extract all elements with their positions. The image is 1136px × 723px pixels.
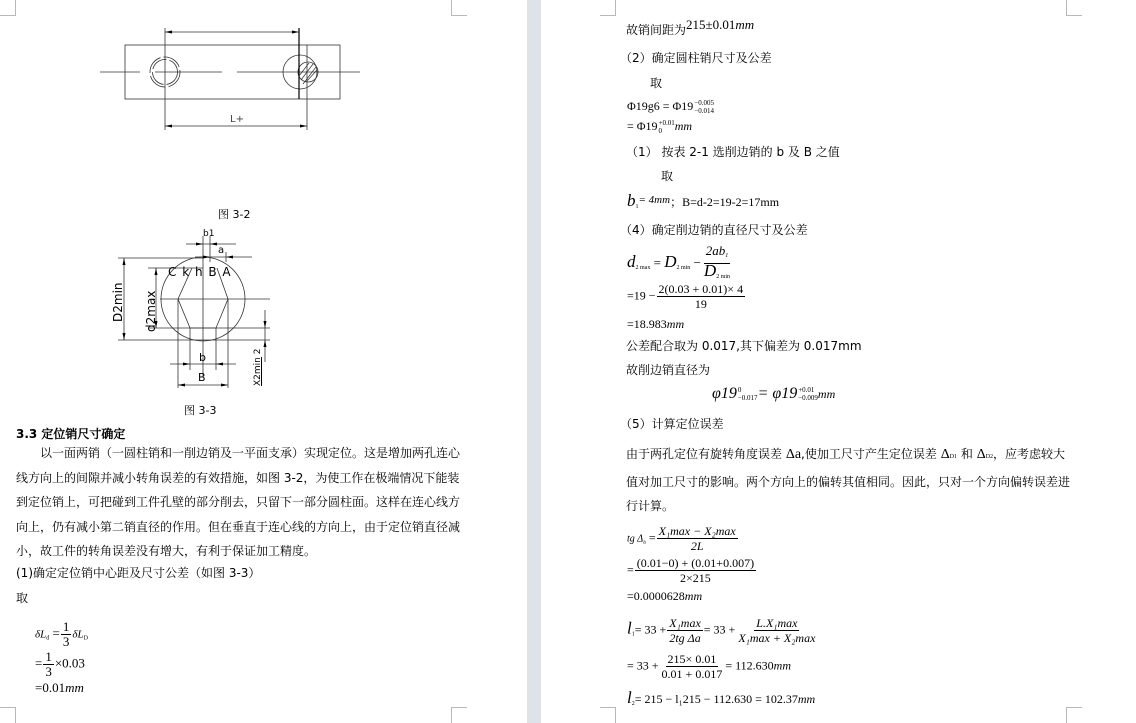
page-corner-mark [600, 0, 616, 16]
eq-sub: −0.014 [694, 107, 715, 116]
eq-lhs: l [627, 618, 632, 638]
pin-distance-line [626, 17, 755, 38]
eq-sup: +0.01 [658, 119, 675, 128]
delta-d2-symbol: Δ [976, 447, 986, 462]
eq-b: = φ19 [757, 385, 798, 402]
dimension-label-l: L+ [230, 114, 244, 125]
document-page-left [0, 0, 527, 723]
label-pin-letters: C k h B A [168, 265, 232, 279]
unit: mm [684, 589, 703, 603]
label-b1: b1 [203, 229, 215, 239]
figure-caption: 图 3-2 [218, 208, 251, 221]
label-d2max: d2max [144, 290, 158, 332]
equation-phi-result [627, 118, 692, 135]
eq-result: =0.0000628 [627, 589, 685, 603]
section-heading: 3.3 定位销尺寸确定 [16, 427, 126, 441]
equation-d2-result [627, 316, 684, 332]
eq-den: 3 [62, 634, 70, 649]
equation-tg-result [627, 588, 702, 604]
eq-lhs: tg Δ [627, 533, 644, 545]
document-page-right [541, 0, 1136, 723]
tolerance-text: 公差配合取为 0.017,其下偏差为 0.017mm [626, 339, 862, 353]
para-text: ，应考虑较大值对加工尺寸的影响。两个方向上的偏转其值相同。因此，只对一个方向偏转误差进行计算。 [626, 447, 1071, 513]
label-B: B [198, 371, 206, 384]
para-text: ,使加工尺寸产生定位误差 [801, 447, 941, 461]
equation-d2max: $d_{2 max} = D_{2 min}$ − $\frac{2ab_1}{D_{2 min}}$ [627, 244, 733, 284]
eq-den: 2tg Δa [669, 631, 701, 645]
eq-den: 3 [45, 664, 52, 679]
eq-lhs: l [627, 688, 632, 707]
eq-den: 0.01 + 0.017 [661, 667, 723, 681]
eq-rhs: δL [72, 628, 84, 641]
label-a: a [218, 245, 225, 256]
eq-lhs-sub: 2 [631, 701, 635, 707]
unit: mm [735, 17, 755, 32]
eq-mid: = 33 + [703, 622, 736, 637]
page-corner-mark [451, 707, 467, 723]
eq-rhs-sub: D [83, 635, 88, 642]
step-heading: （2）确定圆柱销尺寸及公差 [620, 51, 772, 65]
eq-value: = 4mm [638, 194, 671, 206]
pin-distance-label: 故销间距为 [626, 23, 687, 37]
equation-b1 [627, 193, 779, 215]
unit: mm [666, 317, 685, 331]
delta-d2-sub: D2 [985, 454, 994, 460]
step-heading: （4）确定削边销的直径尺寸及公差 [620, 223, 808, 237]
eq-den: 2×215 [680, 571, 711, 585]
eq-den-text: D [703, 261, 717, 280]
eq-sub: 0 [658, 127, 663, 136]
eq-den: 2L [690, 539, 704, 553]
label-d2min: D2min [111, 282, 125, 322]
eq-num: X₁max − X₂max [658, 524, 736, 538]
equation-d2-calc [627, 282, 746, 311]
eq-lhs-sub: 1 [631, 631, 635, 638]
unit: mm [674, 119, 693, 133]
label-x2min-num: X2min [253, 357, 263, 386]
eq-lhs-sub: 2 max [635, 264, 651, 271]
page-corner-mark [1066, 0, 1082, 16]
eq-den [702, 261, 732, 284]
eq-b-sup: +0.01 [798, 386, 815, 395]
equation-l2 [627, 690, 815, 712]
para-text: 和 [957, 447, 977, 461]
unit: mm [817, 387, 836, 401]
eq-a-sup: 0 [737, 386, 742, 395]
page-gap [527, 0, 541, 723]
equation-step-2: = $\frac{1}{3}$ ×0.03 [35, 649, 85, 679]
take-label: 取 [661, 169, 674, 183]
eq-pre: = 33 + [634, 622, 667, 637]
eq-num-text: 2ab [705, 243, 726, 258]
delta-d1-sub: D1 [949, 454, 958, 460]
label-x2min [250, 349, 266, 386]
step-heading: (1)确定定位销中心距及尺寸公差（如图 3-3） [16, 566, 261, 580]
pin-distance-value: 215±0.01 [686, 17, 736, 32]
body-paragraph: 以一面两销（一圆柱销和一削边销及一平面支承）实现定位。这是增加两孔连心线方向上的间隙并减小转角误差的有效措施，如图 3-2，为使工作在极端情况下能装到定位销上，可把碰到工件孔壁的部分削去，只留下一部分圆柱面。这样在连心线方向上，仍有减小第二销直径的作用。但在垂直于连心线的方向上，由于定位销直径减小，故工件的转角误差没有增大，有利于保证加工精度。 [16, 446, 461, 558]
eq-num: 1 [45, 649, 52, 664]
delta-d1-symbol: Δ [940, 447, 950, 462]
eq-tail: ×0.03 [54, 655, 85, 671]
take-label: 取 [16, 591, 29, 605]
eq-rest: = 215 − l₁215 − 112.630 = 102.37 [634, 692, 798, 706]
equation-tg-calc: = $\frac{(0.01-0) + (0.01+0.007)}{2\times 215}$ [627, 556, 755, 585]
eq-num: 2(0.03 + 0.01)× 4 [658, 282, 744, 296]
eq-a-sub: −0.017 [737, 394, 758, 403]
take-label: 取 [650, 76, 663, 90]
equation-tg: tg $\Delta_a$ = $\frac{\text{X₁max − X₂max}}{2L}$ [627, 524, 736, 553]
eq-lhs: = Φ19 [627, 119, 658, 133]
eq-num: L.X₁max [756, 616, 798, 630]
eq-result: = 112.630 [725, 658, 774, 673]
eq-lhs: Φ19g6 = Φ19 [627, 99, 694, 113]
eq-b-sub: −0.009 [798, 394, 818, 403]
eq-result: =0.01 [35, 680, 66, 695]
eq-lhs: δL [35, 628, 47, 641]
eq-rest: ；B=d-2=19-2=17mm [670, 195, 780, 209]
page-corner-mark [600, 707, 616, 723]
eq-lhs-sub: d [46, 635, 50, 642]
page-corner-mark [1066, 707, 1082, 723]
eq-num: (0.01−0) + (0.01+0.007) [636, 556, 755, 570]
equation-l1-calc [627, 652, 791, 681]
unit: mm [65, 680, 84, 695]
eq-num: 215× 0.01 [667, 652, 717, 666]
eq-den-sub: 2 min [716, 274, 731, 280]
diameter-label: 故削边销直径为 [626, 363, 711, 377]
equation-l1 [627, 616, 818, 645]
step-heading: （1） 按表 2-1 选削边销的 b 及 B 之值 [626, 145, 840, 159]
step-heading: （5）计算定位误差 [620, 417, 724, 431]
figure-caption: 图 3-3 [184, 404, 217, 417]
equation-phi-g6 [627, 98, 714, 115]
pin-distance-math [686, 17, 754, 32]
eq-sup: −0.005 [694, 99, 715, 108]
eq-num-sub: 1 [725, 253, 729, 259]
unit: mm [797, 692, 816, 706]
label-b: b [199, 351, 206, 364]
equation-step-3 [35, 680, 84, 696]
delta-a-symbol: Δa [785, 447, 802, 462]
eq-pre: = 33 + [627, 658, 659, 673]
eq-den: X₁max + X₂max [738, 631, 816, 645]
eq-pre: =19 − [627, 288, 656, 303]
eq-lhs-sub: a [643, 539, 646, 546]
unit: mm [773, 658, 791, 673]
equation-phi-final [712, 386, 835, 402]
eq-mid: D [664, 251, 677, 271]
eq-a: φ19 [712, 385, 737, 402]
eq-result: =18.983 [627, 317, 667, 331]
eq-num: X₁max [669, 616, 701, 630]
eq-lhs: d [627, 251, 636, 271]
equation-delta-l: $\delta L_d$ = $\frac{1}{3}$ $\delta L_D$ [35, 619, 88, 649]
page-corner-mark [0, 707, 16, 723]
eq-num: 1 [62, 619, 70, 634]
eq-den: 19 [694, 297, 707, 311]
eq-var: b [627, 191, 636, 210]
eq-sub: 1 [635, 204, 639, 210]
label-x2min-den: 2 [253, 348, 263, 355]
para-text: 由于两孔定位有旋转角度误差 [626, 447, 786, 461]
eq-mid-sub: 2 min [676, 264, 691, 271]
error-paragraph [626, 442, 1071, 519]
